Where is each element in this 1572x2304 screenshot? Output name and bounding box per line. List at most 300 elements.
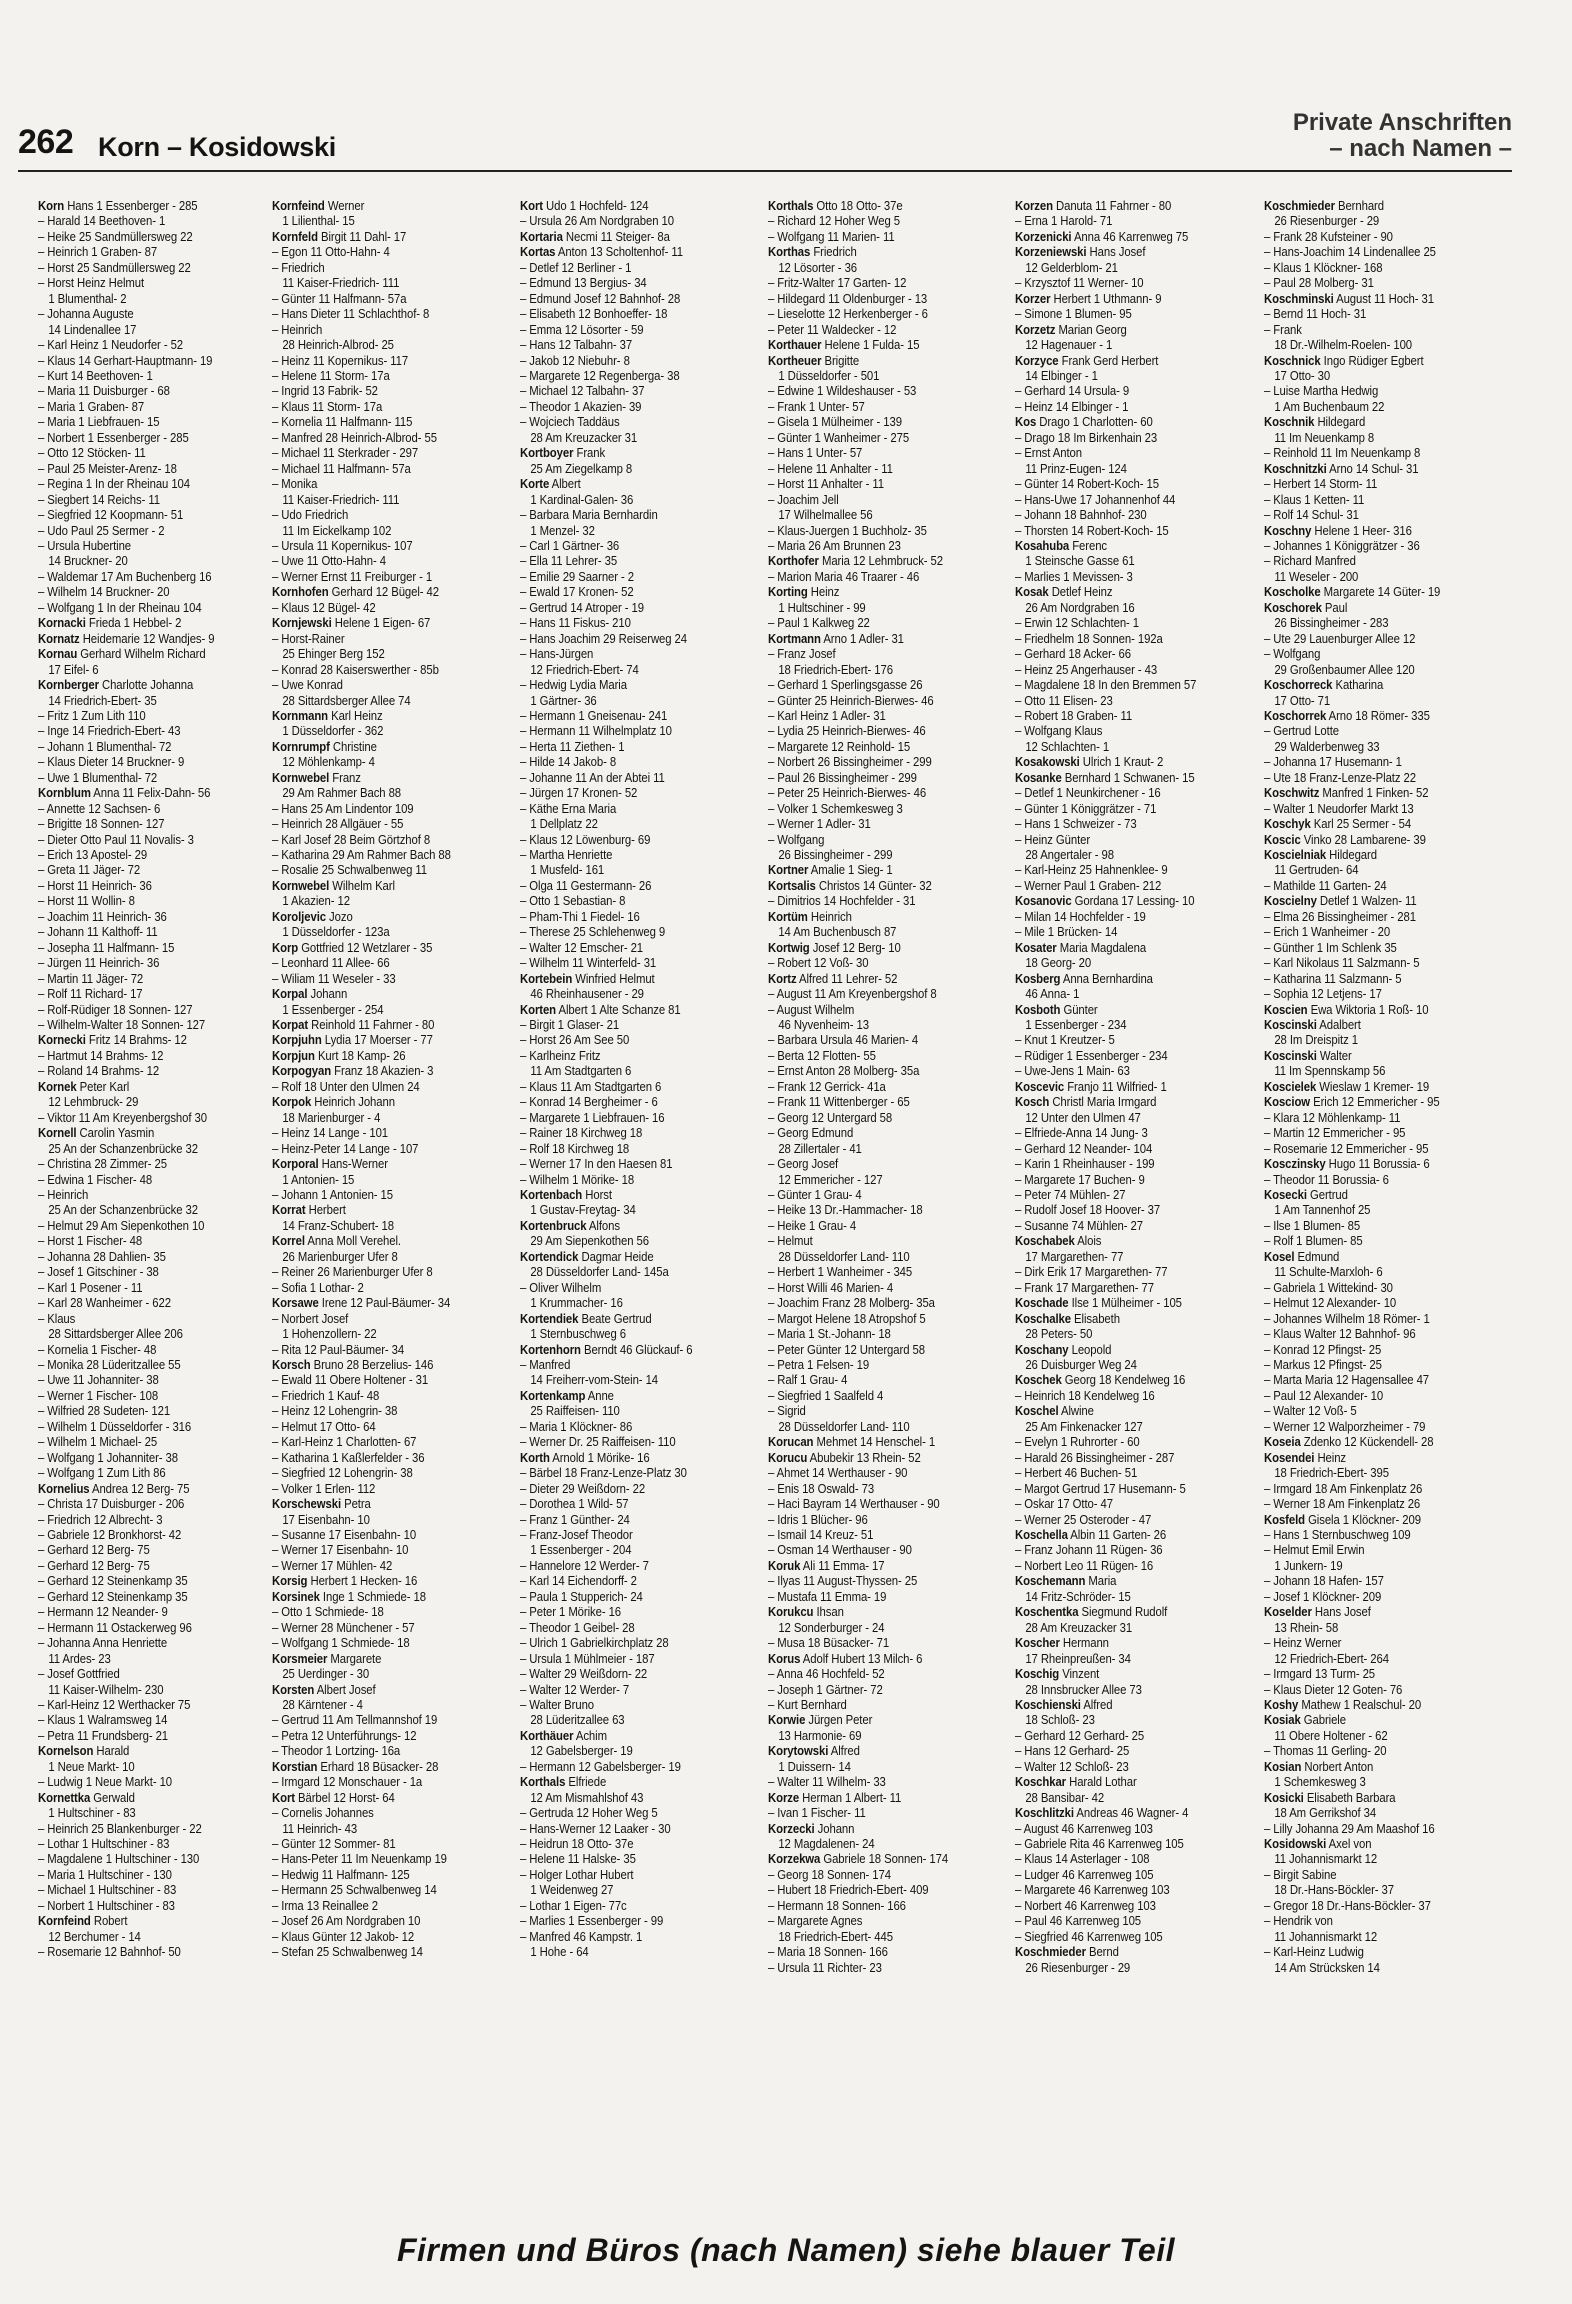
directory-entry xyxy=(272,785,478,800)
directory-entry xyxy=(520,955,726,970)
surname: Korthals xyxy=(520,1774,566,1790)
surname: Kornek xyxy=(38,1078,77,1094)
directory-entry xyxy=(272,878,478,893)
entry-text: – Maria 1 St.-Johann- 18 xyxy=(768,1326,891,1342)
directory-entry xyxy=(768,677,974,692)
directory-entry xyxy=(38,383,244,398)
directory-entry xyxy=(1015,1774,1221,1789)
directory-entry xyxy=(1015,1048,1221,1063)
entry-text: – Johanna 28 Dahlien- 35 xyxy=(38,1248,166,1264)
directory-entry xyxy=(38,940,244,955)
entry-text: Josef 12 Berg- 10 xyxy=(812,939,901,955)
directory-entry xyxy=(1264,893,1470,908)
directory-entry xyxy=(768,1264,974,1279)
surname: Kortendiek xyxy=(520,1310,579,1326)
directory-entry xyxy=(38,368,244,383)
entry-text: Bernhard xyxy=(1337,198,1384,213)
entry-text: – Hans Dieter 11 Schlachthof- 8 xyxy=(272,306,430,322)
directory-entry xyxy=(520,1512,726,1527)
entry-text: – Horst 11 Anhalter - 11 xyxy=(768,476,885,492)
entry-text: Gerhard 12 Bügel- 42 xyxy=(331,584,439,600)
entry-text: – Siegbert 14 Reichs- 11 xyxy=(38,491,160,507)
directory-entry xyxy=(272,1094,478,1109)
directory-entry xyxy=(768,414,974,429)
directory-entry xyxy=(38,1141,244,1156)
entry-text: – Werner 12 Walporzheimer - 79 xyxy=(1264,1418,1426,1434)
entry-text: Siegmund Rudolf xyxy=(1081,1604,1168,1620)
directory-entry xyxy=(1015,244,1221,259)
directory-entry xyxy=(272,492,478,507)
entry-text: – Norbert 46 Karrenweg 103 xyxy=(1015,1897,1156,1913)
entry-text: – Karl Heinz 1 Neudorfer - 52 xyxy=(38,337,184,353)
entry-text: – Günter 25 Heinrich-Bierwes- 46 xyxy=(768,692,934,708)
entry-text: – Frank 11 Wittenberger - 65 xyxy=(768,1094,910,1110)
directory-entry xyxy=(1264,291,1470,306)
directory-entry xyxy=(520,1264,726,1279)
entry-text: – Friedrich xyxy=(272,259,325,275)
entry-text: – Klaus 12 Löwenburg- 69 xyxy=(520,831,651,847)
directory-entry xyxy=(1015,538,1221,553)
entry-text: – Robert 12 Voß- 30 xyxy=(768,955,869,971)
surname: Kosboth xyxy=(1015,1001,1061,1017)
entry-text: Christos 14 Günter- 32 xyxy=(818,877,932,893)
surname: Koscinski xyxy=(1264,1017,1317,1033)
entry-text: – Maria 1 Klöckner- 86 xyxy=(520,1418,633,1434)
directory-entry xyxy=(520,785,726,800)
entry-text: Ewa Wiktoria 1 Roß- 10 xyxy=(1310,1001,1429,1017)
directory-entry xyxy=(38,1249,244,1264)
directory-entry xyxy=(272,383,478,398)
directory-entry xyxy=(38,1558,244,1573)
directory-entry xyxy=(1264,1851,1470,1866)
directory-entry xyxy=(520,1172,726,1187)
entry-text: – Brigitte 18 Sonnen- 127 xyxy=(38,816,165,832)
entry-text: – Norbert Josef xyxy=(272,1310,349,1326)
entry-text: 29 Großenbaumer Allee 120 xyxy=(1274,661,1415,677)
directory-entry xyxy=(768,1295,974,1310)
entry-text: – Frank 17 Margarethen- 77 xyxy=(1015,1279,1154,1295)
directory-entry xyxy=(768,1388,974,1403)
directory-entry xyxy=(1015,785,1221,800)
directory-entry xyxy=(1015,862,1221,877)
directory-entry xyxy=(1264,1542,1470,1557)
entry-text: – Horst 25 Sandmüllersweg 22 xyxy=(38,259,191,275)
directory-entry xyxy=(768,1249,974,1264)
surname: Koscielny xyxy=(1264,893,1317,909)
entry-text: – Günter 1 Königgrätzer - 71 xyxy=(1015,800,1157,816)
entry-text: 1 Duissern- 14 xyxy=(778,1758,851,1774)
entry-text: – Horst 26 Am See 50 xyxy=(520,1032,630,1048)
entry-text: 1 Hultschiner - 83 xyxy=(48,1805,136,1821)
directory-entry xyxy=(1264,198,1470,213)
entry-text: – Wolfgang xyxy=(768,831,825,847)
directory-entry xyxy=(38,1728,244,1743)
surname: Kortüm xyxy=(768,908,808,924)
directory-entry xyxy=(272,693,478,708)
directory-entry xyxy=(1264,1682,1470,1697)
surname: Korthofer xyxy=(768,553,819,569)
surname: Korzeniewski xyxy=(1015,244,1087,260)
directory-entry xyxy=(1264,1960,1470,1975)
directory-entry xyxy=(1264,1867,1470,1882)
directory-entry xyxy=(1015,646,1221,661)
entry-text: – Ella 11 Lehrer- 35 xyxy=(520,553,618,569)
entry-text: – Rosemarie 12 Bahnhof- 50 xyxy=(38,1944,181,1960)
entry-text: Alwine xyxy=(1060,1403,1094,1419)
directory-entry xyxy=(272,1496,478,1511)
entry-text: – Rolf-Rüdiger 18 Sonnen- 127 xyxy=(38,1001,193,1017)
directory-entry xyxy=(272,430,478,445)
surname: Korpjun xyxy=(272,1047,315,1063)
directory-entry xyxy=(272,847,478,862)
entry-text: Margarete 14 Güter- 19 xyxy=(1323,584,1441,600)
entry-text: – Hans-Peter 11 Im Neuenkamp 19 xyxy=(272,1851,447,1867)
directory-entry xyxy=(38,569,244,584)
entry-text: – Wilhelm 1 Düsseldorfer - 316 xyxy=(38,1418,192,1434)
directory-entry xyxy=(1015,553,1221,568)
directory-entry xyxy=(768,847,974,862)
directory-entry xyxy=(38,1882,244,1897)
entry-text: – Heinz Werner xyxy=(1264,1635,1342,1651)
entry-text: 1 Blumenthal- 2 xyxy=(48,290,127,306)
directory-entry xyxy=(38,723,244,738)
directory-entry xyxy=(768,584,974,599)
directory-entry xyxy=(38,600,244,615)
entry-text: Kurt 18 Kamp- 26 xyxy=(317,1047,406,1063)
directory-entry xyxy=(1015,909,1221,924)
surname: Korthals xyxy=(768,198,814,213)
entry-text: – Mathilde 11 Garten- 24 xyxy=(1264,877,1387,893)
directory-entry xyxy=(38,337,244,352)
directory-entry xyxy=(272,476,478,491)
entry-text: Arno 1 Adler- 31 xyxy=(823,630,904,646)
directory-entry xyxy=(768,1125,974,1140)
surname: Kortenbach xyxy=(520,1187,583,1202)
entry-text: 12 Friedrich-Ebert- 74 xyxy=(530,661,639,677)
directory-entry xyxy=(1015,1326,1221,1341)
surname: Korporal xyxy=(272,1156,319,1172)
entry-text: – Gerhard 12 Berg- 75 xyxy=(38,1542,150,1558)
entry-text: Georg 18 Kendelweg 16 xyxy=(1064,1372,1186,1388)
directory-entry xyxy=(768,832,974,847)
directory-entry xyxy=(1264,1929,1470,1944)
entry-text: – Konrad 14 Bergheimer - 6 xyxy=(520,1094,658,1110)
directory-entry xyxy=(768,1172,974,1187)
entry-text: 25 Uerdinger - 30 xyxy=(282,1666,370,1682)
directory-entry xyxy=(1015,1187,1221,1202)
directory-entry xyxy=(38,1604,244,1619)
entry-text: – Johann 18 Hafen- 157 xyxy=(1264,1573,1384,1589)
directory-entry xyxy=(38,785,244,800)
directory-entry xyxy=(1264,1017,1470,1032)
entry-text: 11 Heinrich- 43 xyxy=(282,1820,358,1836)
entry-text: – Heinz 11 Kopernikus- 117 xyxy=(272,352,409,368)
directory-entry xyxy=(38,1280,244,1295)
entry-text: – Theodor 1 Geibel- 28 xyxy=(520,1619,635,1635)
directory-entry xyxy=(520,306,726,321)
directory-entry xyxy=(1015,631,1221,646)
entry-text: 17 Rheinpreußen- 34 xyxy=(1025,1650,1131,1666)
directory-entry xyxy=(1264,353,1470,368)
directory-entry xyxy=(520,1697,726,1712)
entry-text: – Franz Josef xyxy=(768,646,836,662)
entry-text: – Friedhelm 18 Sonnen- 192a xyxy=(1015,630,1163,646)
directory-entry xyxy=(1015,1867,1221,1882)
entry-text: – Christina 28 Zimmer- 25 xyxy=(38,1156,167,1172)
surname: Korukcu xyxy=(768,1604,814,1620)
directory-entry xyxy=(768,1898,974,1913)
directory-entry xyxy=(520,1589,726,1604)
directory-entry xyxy=(38,1063,244,1078)
surname: Koschwitz xyxy=(1264,785,1320,801)
directory-entry xyxy=(1264,1712,1470,1727)
entry-text: – Theodor 1 Akazien- 39 xyxy=(520,398,642,414)
directory-entry xyxy=(38,816,244,831)
directory-entry xyxy=(38,1666,244,1681)
directory-entry xyxy=(768,1233,974,1248)
directory-entry xyxy=(520,708,726,723)
directory-entry xyxy=(1264,1419,1470,1434)
directory-entry xyxy=(768,1728,974,1743)
directory-entry xyxy=(1015,770,1221,785)
directory-entry xyxy=(1264,322,1470,337)
directory-entry xyxy=(768,1929,974,1944)
entry-text: 25 An der Schanzenbrücke 32 xyxy=(48,1202,198,1218)
directory-entry xyxy=(1015,1403,1221,1418)
entry-text: Christl Maria Irmgard xyxy=(1052,1094,1157,1110)
surname: Kornelius xyxy=(38,1480,90,1496)
directory-entry xyxy=(768,785,974,800)
directory-entry xyxy=(1264,646,1470,661)
directory-entry xyxy=(272,1388,478,1403)
directory-entry xyxy=(272,322,478,337)
entry-text: – Marlies 1 Mevissen- 3 xyxy=(1015,568,1133,584)
entry-text: – Johanna Auguste xyxy=(38,306,134,322)
entry-text: Jürgen Peter xyxy=(808,1712,873,1728)
directory-entry xyxy=(1015,1264,1221,1279)
directory-entry xyxy=(768,1712,974,1727)
directory-entry xyxy=(520,1682,726,1697)
directory-entry xyxy=(1264,600,1470,615)
entry-text: – August 11 Am Kreyenbergshof 8 xyxy=(768,986,937,1002)
entry-text: Leopold xyxy=(1071,1341,1112,1357)
entry-text: – Rolf 18 Unter den Ulmen 24 xyxy=(272,1078,420,1094)
directory-entry xyxy=(520,445,726,460)
directory-entry xyxy=(1015,1218,1221,1233)
entry-text: – Idris 1 Blücher- 96 xyxy=(768,1511,868,1527)
directory-entry xyxy=(520,924,726,939)
directory-entry xyxy=(1264,1048,1470,1063)
directory-entry xyxy=(38,322,244,337)
directory-entry xyxy=(272,1218,478,1233)
directory-entry xyxy=(38,924,244,939)
entry-text: Bernhard 1 Schwanen- 15 xyxy=(1064,769,1195,785)
surname: Koscic xyxy=(1264,831,1301,847)
directory-entry xyxy=(272,1589,478,1604)
directory-entry xyxy=(1264,430,1470,445)
entry-text: – Wilhelm 11 Winterfeld- 31 xyxy=(520,955,657,971)
entry-text: – Musa 18 Büsacker- 71 xyxy=(768,1635,890,1651)
entry-text: Gabriele 18 Sonnen- 174 xyxy=(823,1851,949,1867)
entry-text: – Karl 1 Posener - 11 xyxy=(38,1279,143,1295)
entry-text: 12 Schlachten- 1 xyxy=(1025,738,1110,754)
directory-entry xyxy=(1264,1403,1470,1418)
surname: Kosendei xyxy=(1264,1449,1315,1465)
directory-entry xyxy=(1015,353,1221,368)
entry-text: – Klaus 1 Klöckner- 168 xyxy=(1264,259,1383,275)
entry-text: – Karl Nikolaus 11 Salzmann- 5 xyxy=(1264,955,1420,971)
surname: Korwie xyxy=(768,1712,806,1728)
entry-text: – Wilhelm 1 Michael- 25 xyxy=(38,1434,158,1450)
entry-text: Gerhard Wilhelm Richard xyxy=(80,646,206,662)
directory-entry xyxy=(520,971,726,986)
directory-entry xyxy=(272,1172,478,1187)
directory-entry xyxy=(1264,770,1470,785)
directory-entry xyxy=(520,1651,726,1666)
directory-entry xyxy=(272,770,478,785)
entry-text: – Martha Henriette xyxy=(520,847,613,863)
surname: Kosecki xyxy=(1264,1187,1307,1202)
entry-text: 1 Düsseldorfer - 123a xyxy=(282,924,390,940)
entry-text: – Regina 1 In der Rheinau 104 xyxy=(38,476,190,492)
entry-text: 28 Düsseldorfer Land- 110 xyxy=(778,1248,910,1264)
entry-text: – Reinhold 11 Im Neuenkamp 8 xyxy=(1264,445,1421,461)
surname: Korzenicki xyxy=(1015,228,1072,244)
surname: Korucu xyxy=(768,1449,808,1465)
entry-text: Hildegard xyxy=(1329,847,1377,863)
entry-text: – Rosalie 25 Schwalbenweg 11 xyxy=(272,862,428,878)
entry-text: Alfred 11 Lehrer- 52 xyxy=(799,970,898,986)
entry-text: – Kornelia 11 Halfmann- 115 xyxy=(272,414,413,430)
directory-entry xyxy=(1015,476,1221,491)
entry-text: – Gerhard 12 Berg- 75 xyxy=(38,1557,150,1573)
directory-entry xyxy=(1015,955,1221,970)
directory-entry xyxy=(272,1434,478,1449)
directory-entry xyxy=(38,523,244,538)
surname: Korzen xyxy=(1015,198,1053,213)
entry-text: – Helmut Emil Erwin xyxy=(1264,1542,1365,1558)
directory-entry xyxy=(768,1512,974,1527)
directory-entry xyxy=(768,708,974,723)
directory-entry xyxy=(272,1295,478,1310)
directory-entry xyxy=(38,1264,244,1279)
directory-entry xyxy=(768,1110,974,1125)
entry-text: – Ulrich 1 Gabrielkirchplatz 28 xyxy=(520,1635,669,1651)
entry-text: – Monika xyxy=(272,476,318,492)
directory-entry xyxy=(1015,924,1221,939)
directory-entry xyxy=(520,1419,726,1434)
directory-entry xyxy=(520,1805,726,1820)
entry-text: – Heinz Günter xyxy=(1015,831,1091,847)
entry-text: – Peter 1 Mörike- 16 xyxy=(520,1604,622,1620)
entry-text: Friedrich xyxy=(813,244,857,260)
surname: Kosberg xyxy=(1015,970,1061,986)
directory-entry xyxy=(768,1141,974,1156)
entry-text: – Frank 1 Unter- 57 xyxy=(768,398,865,414)
entry-text: – Johann 1 Antonien- 15 xyxy=(272,1187,393,1202)
entry-text: – Wilhelm-Walter 18 Sonnen- 127 xyxy=(38,1017,206,1033)
entry-text: – Hermann 25 Schwalbenweg 14 xyxy=(272,1882,437,1898)
directory-entry xyxy=(1264,1233,1470,1248)
surname: Korn xyxy=(38,198,65,213)
entry-text: Andrea 12 Berg- 75 xyxy=(91,1480,190,1496)
entry-text: Heidemarie 12 Wandjes- 9 xyxy=(82,630,215,646)
entry-text: 25 Am Finkenacker 127 xyxy=(1025,1418,1143,1434)
entry-text: Margarete xyxy=(330,1650,382,1666)
directory-entry xyxy=(1264,832,1470,847)
directory-entry xyxy=(272,1017,478,1032)
entry-text: – Karl 28 Wanheimer - 622 xyxy=(38,1295,171,1311)
surname: Kortboyer xyxy=(520,445,574,461)
directory-entry xyxy=(1015,986,1221,1001)
directory-entry xyxy=(38,770,244,785)
directory-entry xyxy=(1264,1295,1470,1310)
surname: Kortenhorn xyxy=(520,1341,581,1357)
directory-entry xyxy=(520,878,726,893)
entry-text: – Theodor 1 Lortzing- 16a xyxy=(272,1743,401,1759)
entry-text: Christine xyxy=(332,738,377,754)
directory-entry xyxy=(520,754,726,769)
entry-text: – Olga 11 Gestermann- 26 xyxy=(520,877,652,893)
directory-entry xyxy=(1264,1728,1470,1743)
footer-note: Firmen und Büros (nach Namen) siehe blauer Teil xyxy=(396,2232,1175,2268)
surname: Koscevic xyxy=(1015,1078,1065,1094)
entry-text: – Klaus Dieter 14 Bruckner- 9 xyxy=(38,754,185,770)
directory-entry xyxy=(272,971,478,986)
directory-entry xyxy=(1015,1960,1221,1975)
directory-entry xyxy=(1015,1172,1221,1187)
entry-text: – Josef 1 Klöckner- 209 xyxy=(1264,1588,1382,1604)
entry-text: – Drago 18 Im Birkenhain 23 xyxy=(1015,429,1158,445)
entry-text: – Irma 13 Reinallee 2 xyxy=(272,1897,379,1913)
entry-text: 1 Krummacher- 16 xyxy=(530,1295,623,1311)
directory-entry xyxy=(768,878,974,893)
surname: Kosian xyxy=(1264,1758,1302,1774)
directory-entry xyxy=(272,1419,478,1434)
column-1 xyxy=(38,198,244,1960)
entry-text: – Paul 46 Karrenweg 105 xyxy=(1015,1913,1142,1929)
directory-entry xyxy=(768,955,974,970)
entry-text: – Paul 1 Kalkweg 22 xyxy=(768,615,870,631)
entry-text: 28 Sittardsberger Allee 206 xyxy=(48,1326,183,1342)
entry-text: – Walter 11 Wilhelm- 33 xyxy=(768,1774,886,1790)
entry-text: 17 Margarethen- 77 xyxy=(1025,1248,1124,1264)
directory-entry xyxy=(272,507,478,522)
entry-text: – Harald 14 Beethoven- 1 xyxy=(38,213,166,229)
directory-entry xyxy=(1264,1388,1470,1403)
entry-text: Horst xyxy=(585,1187,612,1202)
directory-entry xyxy=(1264,1156,1470,1171)
entry-text: – Sophia 12 Letjens- 17 xyxy=(1264,986,1382,1002)
directory-entry xyxy=(1264,1264,1470,1279)
entry-text: – Knut 1 Kreutzer- 5 xyxy=(1015,1032,1115,1048)
entry-text: Elisabeth Barbara xyxy=(1306,1789,1396,1805)
entry-text: Herbert 1 Hecken- 16 xyxy=(310,1573,418,1589)
directory-entry xyxy=(1264,1450,1470,1465)
directory-entry xyxy=(1015,229,1221,244)
section-title xyxy=(1293,110,1512,162)
directory-entry xyxy=(768,523,974,538)
entry-text: – Wilhelm 1 Mörike- 18 xyxy=(520,1171,635,1187)
entry-text: – Hans 25 Am Lindentor 109 xyxy=(272,800,414,816)
directory-entry xyxy=(1015,1697,1221,1712)
entry-text: – Ralf 1 Grau- 4 xyxy=(768,1372,848,1388)
directory-entry xyxy=(272,213,478,228)
entry-text: – Joachim Jell xyxy=(768,491,839,507)
directory-entry xyxy=(520,368,726,383)
directory-entry xyxy=(38,1048,244,1063)
directory-entry xyxy=(272,1867,478,1882)
